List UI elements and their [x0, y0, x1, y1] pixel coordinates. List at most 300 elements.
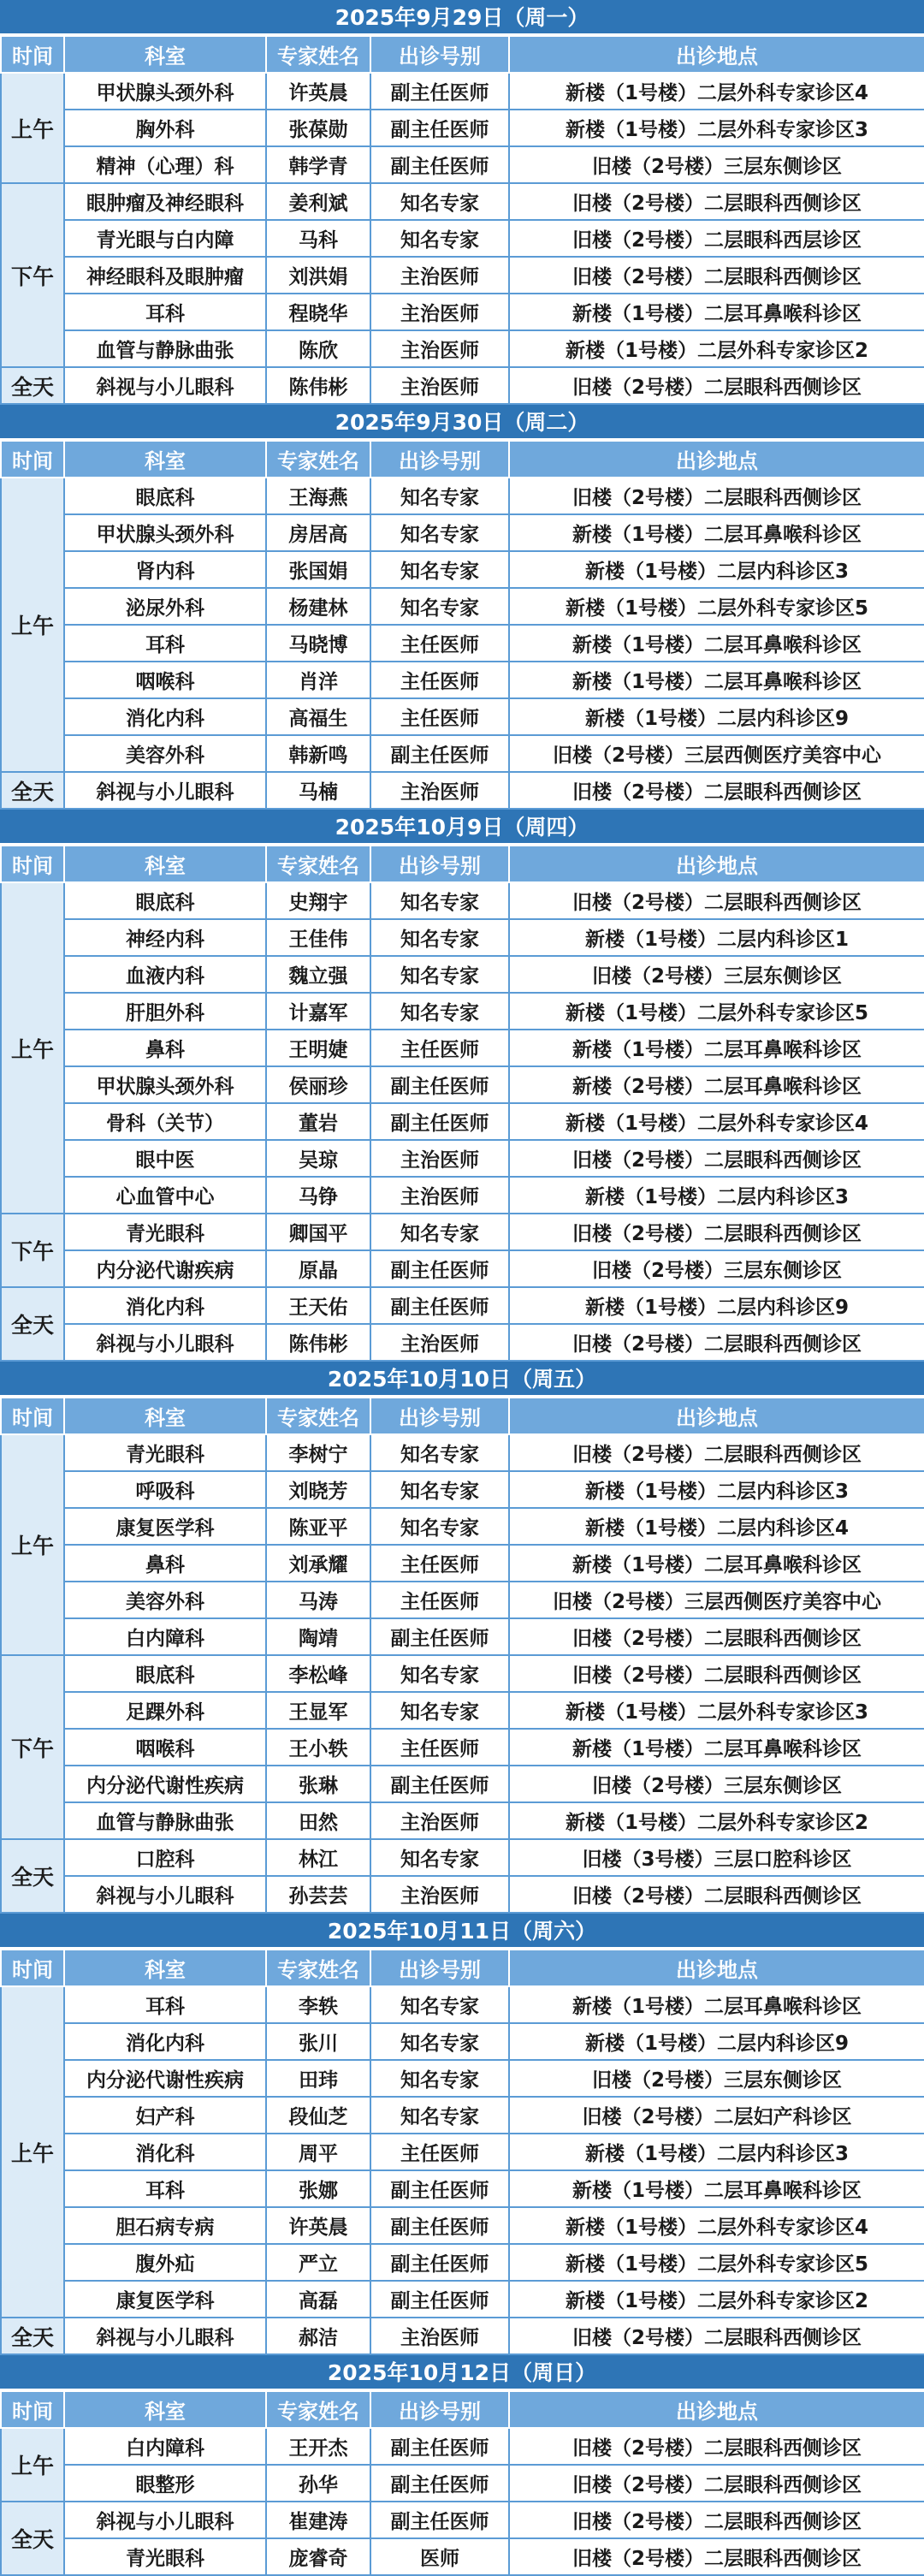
table-row: [1, 1250, 924, 1287]
doctor-name-cell: 董岩: [266, 1103, 370, 1140]
period-cell: 上午: [1, 1434, 64, 1655]
header-row: [1, 441, 924, 478]
doctor-grade-cell: 知名专家: [370, 514, 509, 551]
department-cell: 甲状腺头颈外科: [64, 514, 266, 551]
department-cell: 泌尿外科: [64, 588, 266, 625]
location-cell: 新楼（1号楼）二层内科诊区3: [509, 2134, 924, 2170]
department-cell: 消化内科: [64, 698, 266, 735]
department-cell: 斜视与小儿眼科: [64, 1324, 266, 1361]
doctor-grade-cell: 主治医师: [370, 1802, 509, 1839]
location-cell: 新楼（1号楼）二层耳鼻喉科诊区: [509, 514, 924, 551]
table-row: [1, 551, 924, 588]
doctor-grade-cell: 知名专家: [370, 956, 509, 993]
department-cell: 眼中医: [64, 1140, 266, 1177]
department-cell: 耳科: [64, 1986, 266, 2023]
period-cell: 上午: [1, 2428, 64, 2502]
header-grade: 出诊号别: [370, 2391, 509, 2428]
location-cell: 旧楼（2号楼）二层眼科西侧诊区: [509, 1876, 924, 1913]
table-row: [1, 1729, 924, 1766]
period-cell: 上午: [1, 882, 64, 1214]
table-row: [1, 1655, 924, 1692]
doctor-name-cell: 张娜: [266, 2170, 370, 2207]
doctor-grade-cell: 主任医师: [370, 1545, 509, 1582]
doctor-name-cell: 马楠: [266, 772, 370, 809]
doctor-grade-cell: 主任医师: [370, 662, 509, 698]
table-row: [1, 330, 924, 367]
doctor-name-cell: 田玮: [266, 2060, 370, 2097]
location-cell: 新楼（1号楼）二层耳鼻喉科诊区: [509, 662, 924, 698]
location-cell: 旧楼（2号楼）三层东侧诊区: [509, 1766, 924, 1802]
department-cell: 眼肿瘤及神经眼科: [64, 183, 266, 220]
doctor-grade-cell: 副主任医师: [370, 1618, 509, 1655]
table-row: [1, 2538, 924, 2575]
doctor-name-cell: 刘承耀: [266, 1545, 370, 1582]
header-doctor-name: 专家姓名: [266, 2391, 370, 2428]
location-cell: 新楼（1号楼）二层外科专家诊区4: [509, 2207, 924, 2244]
table-row: [1, 735, 924, 772]
header-time: 时间: [1, 846, 64, 882]
header-row: [1, 1398, 924, 1434]
location-cell: 新楼（1号楼）二层内科诊区9: [509, 698, 924, 735]
doctor-grade-cell: 知名专家: [370, 1508, 509, 1545]
department-cell: 斜视与小儿眼科: [64, 772, 266, 809]
table-row: [1, 1066, 924, 1103]
table-row: [1, 1766, 924, 1802]
period-cell: 上午: [1, 478, 64, 772]
table-row: [1, 2244, 924, 2281]
department-cell: 耳科: [64, 625, 266, 662]
department-cell: 足踝外科: [64, 1692, 266, 1729]
location-cell: 旧楼（2号楼）二层眼科西侧诊区: [509, 772, 924, 809]
doctor-name-cell: 魏立强: [266, 956, 370, 993]
location-cell: 旧楼（2号楼）二层眼科西侧诊区: [509, 1655, 924, 1692]
department-cell: 胆石病专病: [64, 2207, 266, 2244]
location-cell: 新楼（1号楼）二层耳鼻喉科诊区: [509, 1545, 924, 1582]
doctor-grade-cell: 主治医师: [370, 2318, 509, 2354]
location-cell: 旧楼（2号楼）二层眼科西侧诊区: [509, 1324, 924, 1361]
doctor-grade-cell: 副主任医师: [370, 1250, 509, 1287]
day-section: [0, 810, 924, 1362]
header-location: 出诊地点: [509, 36, 924, 73]
doctor-name-cell: 孙华: [266, 2465, 370, 2502]
table-row: [1, 220, 924, 257]
table-row: [1, 1802, 924, 1839]
doctor-grade-cell: 知名专家: [370, 220, 509, 257]
table-row: [1, 183, 924, 220]
doctor-grade-cell: 知名专家: [370, 882, 509, 919]
header-department: 科室: [64, 1398, 266, 1434]
location-cell: 旧楼（2号楼）三层东侧诊区: [509, 956, 924, 993]
doctor-name-cell: 杨建林: [266, 588, 370, 625]
doctor-grade-cell: 主治医师: [370, 1876, 509, 1913]
doctor-name-cell: 吴琼: [266, 1140, 370, 1177]
header-location: 出诊地点: [509, 2391, 924, 2428]
location-cell: 新楼（1号楼）二层耳鼻喉科诊区: [509, 294, 924, 330]
header-department: 科室: [64, 1950, 266, 1986]
table-row: [1, 257, 924, 294]
period-cell: 全天: [1, 1287, 64, 1361]
department-cell: 白内障科: [64, 2428, 266, 2465]
location-cell: 新楼（1号楼）二层耳鼻喉科诊区: [509, 625, 924, 662]
location-cell: 旧楼（2号楼）二层眼科西侧诊区: [509, 367, 924, 404]
header-doctor-name: 专家姓名: [266, 1398, 370, 1434]
doctor-grade-cell: 知名专家: [370, 588, 509, 625]
table-row: [1, 2097, 924, 2134]
schedule-table: [0, 1949, 924, 2355]
table-row: [1, 993, 924, 1030]
location-cell: 新楼（1号楼）二层内科诊区3: [509, 1177, 924, 1214]
department-cell: 甲状腺头颈外科: [64, 73, 266, 110]
doctor-grade-cell: 主任医师: [370, 1582, 509, 1618]
day-section: [0, 0, 924, 405]
doctor-grade-cell: 主治医师: [370, 1324, 509, 1361]
department-cell: 斜视与小儿眼科: [64, 2502, 266, 2538]
day-section: [0, 405, 924, 810]
department-cell: 康复医学科: [64, 2281, 266, 2318]
schedule-table: [0, 845, 924, 1362]
doctor-grade-cell: 知名专家: [370, 1839, 509, 1876]
department-cell: 呼吸科: [64, 1471, 266, 1508]
doctor-grade-cell: 知名专家: [370, 551, 509, 588]
period-cell: 全天: [1, 2502, 64, 2575]
location-cell: 新楼（1号楼）二层外科专家诊区5: [509, 2244, 924, 2281]
doctor-grade-cell: 知名专家: [370, 2097, 509, 2134]
location-cell: 旧楼（2号楼）二层眼科西侧诊区: [509, 1618, 924, 1655]
location-cell: 旧楼（2号楼）二层眼科西侧诊区: [509, 1434, 924, 1471]
table-row: [1, 1103, 924, 1140]
department-cell: 消化内科: [64, 2023, 266, 2060]
location-cell: 新楼（1号楼）二层耳鼻喉科诊区: [509, 2170, 924, 2207]
department-cell: 妇产科: [64, 2097, 266, 2134]
header-location: 出诊地点: [509, 441, 924, 478]
doctor-name-cell: 李松峰: [266, 1655, 370, 1692]
table-row: [1, 367, 924, 404]
table-row: [1, 2060, 924, 2097]
department-cell: 血管与静脉曲张: [64, 1802, 266, 1839]
table-row: [1, 772, 924, 809]
doctor-grade-cell: 主治医师: [370, 294, 509, 330]
department-cell: 咽喉科: [64, 1729, 266, 1766]
location-cell: 旧楼（2号楼）三层东侧诊区: [509, 1250, 924, 1287]
location-cell: 旧楼（2号楼）三层西侧医疗美容中心: [509, 735, 924, 772]
department-cell: 眼底科: [64, 478, 266, 514]
header-location: 出诊地点: [509, 1950, 924, 1986]
schedule-table: [0, 2390, 924, 2576]
table-row: [1, 73, 924, 110]
department-cell: 肝胆外科: [64, 993, 266, 1030]
header-time: 时间: [1, 441, 64, 478]
location-cell: 旧楼（2号楼）二层眼科西侧诊区: [509, 257, 924, 294]
department-cell: 青光眼科: [64, 1214, 266, 1250]
doctor-name-cell: 陶靖: [266, 1618, 370, 1655]
doctor-name-cell: 段仙芝: [266, 2097, 370, 2134]
table-row: [1, 919, 924, 956]
doctor-grade-cell: 知名专家: [370, 993, 509, 1030]
header-department: 科室: [64, 441, 266, 478]
location-cell: 旧楼（2号楼）二层妇产科诊区: [509, 2097, 924, 2134]
doctor-grade-cell: 副主任医师: [370, 1103, 509, 1140]
doctor-name-cell: 高福生: [266, 698, 370, 735]
location-cell: 旧楼（2号楼）三层东侧诊区: [509, 146, 924, 183]
table-row: [1, 2428, 924, 2465]
table-row: [1, 294, 924, 330]
location-cell: 旧楼（2号楼）二层眼科西侧诊区: [509, 2538, 924, 2575]
doctor-grade-cell: 副主任医师: [370, 2170, 509, 2207]
table-row: [1, 1986, 924, 2023]
doctor-name-cell: 韩新鸣: [266, 735, 370, 772]
department-cell: 神经内科: [64, 919, 266, 956]
location-cell: 新楼（1号楼）二层内科诊区3: [509, 551, 924, 588]
location-cell: 新楼（1号楼）二层外科专家诊区3: [509, 110, 924, 146]
doctor-name-cell: 陈亚平: [266, 1508, 370, 1545]
doctor-grade-cell: 副主任医师: [370, 1766, 509, 1802]
department-cell: 斜视与小儿眼科: [64, 1876, 266, 1913]
department-cell: 心血管中心: [64, 1177, 266, 1214]
department-cell: 内分泌代谢性疾病: [64, 2060, 266, 2097]
doctor-grade-cell: 副主任医师: [370, 73, 509, 110]
location-cell: 旧楼（2号楼）二层眼科西侧诊区: [509, 1140, 924, 1177]
table-row: [1, 1692, 924, 1729]
doctor-name-cell: 肖洋: [266, 662, 370, 698]
table-row: [1, 698, 924, 735]
doctor-name-cell: 庞睿奇: [266, 2538, 370, 2575]
header-grade: 出诊号别: [370, 1950, 509, 1986]
day-section: [0, 1914, 924, 2355]
doctor-name-cell: 陈欣: [266, 330, 370, 367]
location-cell: 新楼（1号楼）二层耳鼻喉科诊区: [509, 1729, 924, 1766]
doctor-grade-cell: 副主任医师: [370, 1287, 509, 1324]
doctor-name-cell: 原晶: [266, 1250, 370, 1287]
department-cell: 眼整形: [64, 2465, 266, 2502]
doctor-grade-cell: 知名专家: [370, 183, 509, 220]
doctor-name-cell: 张国娟: [266, 551, 370, 588]
table-row: [1, 2502, 924, 2538]
doctor-name-cell: 刘晓芳: [266, 1471, 370, 1508]
table-row: [1, 1177, 924, 1214]
doctor-grade-cell: 主治医师: [370, 1140, 509, 1177]
location-cell: 新楼（1号楼）二层内科诊区9: [509, 2023, 924, 2060]
department-cell: 内分泌代谢疾病: [64, 1250, 266, 1287]
table-row: [1, 1618, 924, 1655]
doctor-name-cell: 崔建涛: [266, 2502, 370, 2538]
doctor-name-cell: 王明婕: [266, 1030, 370, 1066]
doctor-name-cell: 韩学青: [266, 146, 370, 183]
location-cell: 旧楼（2号楼）二层眼科西侧诊区: [509, 2428, 924, 2465]
table-row: [1, 1140, 924, 1177]
table-row: [1, 1434, 924, 1471]
table-row: [1, 2170, 924, 2207]
day-title: 2025年9月29日（周一）: [0, 0, 924, 35]
period-cell: 全天: [1, 772, 64, 809]
department-cell: 鼻科: [64, 1030, 266, 1066]
department-cell: 腹外疝: [64, 2244, 266, 2281]
department-cell: 血液内科: [64, 956, 266, 993]
header-row: [1, 2391, 924, 2428]
doctor-grade-cell: 知名专家: [370, 1214, 509, 1250]
location-cell: 新楼（1号楼）二层耳鼻喉科诊区: [509, 1986, 924, 2023]
doctor-grade-cell: 副主任医师: [370, 2502, 509, 2538]
day-section: [0, 1362, 924, 1914]
doctor-name-cell: 李轶: [266, 1986, 370, 2023]
doctor-name-cell: 高磊: [266, 2281, 370, 2318]
table-row: [1, 1030, 924, 1066]
table-row: [1, 514, 924, 551]
doctor-grade-cell: 主治医师: [370, 1177, 509, 1214]
department-cell: 骨科（关节）: [64, 1103, 266, 1140]
department-cell: 内分泌代谢性疾病: [64, 1766, 266, 1802]
department-cell: 青光眼科: [64, 2538, 266, 2575]
doctor-grade-cell: 副主任医师: [370, 110, 509, 146]
header-location: 出诊地点: [509, 846, 924, 882]
doctor-name-cell: 程晓华: [266, 294, 370, 330]
schedule-table: [0, 35, 924, 405]
header-grade: 出诊号别: [370, 36, 509, 73]
doctor-grade-cell: 知名专家: [370, 478, 509, 514]
department-cell: 血管与静脉曲张: [64, 330, 266, 367]
table-row: [1, 2023, 924, 2060]
header-doctor-name: 专家姓名: [266, 1950, 370, 1986]
header-row: [1, 846, 924, 882]
doctor-grade-cell: 知名专家: [370, 1692, 509, 1729]
department-cell: 斜视与小儿眼科: [64, 367, 266, 404]
doctor-name-cell: 张琳: [266, 1766, 370, 1802]
header-grade: 出诊号别: [370, 846, 509, 882]
table-row: [1, 1214, 924, 1250]
doctor-name-cell: 孙芸芸: [266, 1876, 370, 1913]
period-cell: 全天: [1, 1839, 64, 1913]
doctor-grade-cell: 知名专家: [370, 1471, 509, 1508]
doctor-grade-cell: 副主任医师: [370, 2465, 509, 2502]
doctor-name-cell: 马铮: [266, 1177, 370, 1214]
table-row: [1, 1876, 924, 1913]
period-cell: 上午: [1, 73, 64, 183]
department-cell: 甲状腺头颈外科: [64, 1066, 266, 1103]
table-row: [1, 2134, 924, 2170]
location-cell: 新楼（1号楼）二层外科专家诊区5: [509, 993, 924, 1030]
day-title: 2025年10月10日（周五）: [0, 1362, 924, 1397]
department-cell: 消化科: [64, 2134, 266, 2170]
department-cell: 青光眼科: [64, 1434, 266, 1471]
doctor-name-cell: 房居高: [266, 514, 370, 551]
doctor-name-cell: 王佳伟: [266, 919, 370, 956]
location-cell: 新楼（1号楼）二层外科专家诊区3: [509, 1692, 924, 1729]
table-row: [1, 478, 924, 514]
department-cell: 鼻科: [64, 1545, 266, 1582]
doctor-grade-cell: 主任医师: [370, 698, 509, 735]
period-cell: 上午: [1, 1986, 64, 2318]
table-row: [1, 1508, 924, 1545]
header-department: 科室: [64, 2391, 266, 2428]
doctor-name-cell: 马科: [266, 220, 370, 257]
location-cell: 新楼（1号楼）二层内科诊区9: [509, 1287, 924, 1324]
location-cell: 新楼（1号楼）二层耳鼻喉科诊区: [509, 1030, 924, 1066]
doctor-grade-cell: 知名专家: [370, 919, 509, 956]
table-row: [1, 1839, 924, 1876]
department-cell: 白内障科: [64, 1618, 266, 1655]
doctor-grade-cell: 副主任医师: [370, 1066, 509, 1103]
header-department: 科室: [64, 846, 266, 882]
doctor-name-cell: 刘洪娟: [266, 257, 370, 294]
doctor-grade-cell: 知名专家: [370, 1986, 509, 2023]
doctor-name-cell: 姜利斌: [266, 183, 370, 220]
department-cell: 眼底科: [64, 1655, 266, 1692]
table-row: [1, 1545, 924, 1582]
table-row: [1, 2207, 924, 2244]
department-cell: 神经眼科及眼肿瘤: [64, 257, 266, 294]
doctor-grade-cell: 知名专家: [370, 1655, 509, 1692]
header-time: 时间: [1, 1950, 64, 1986]
doctor-name-cell: 王天佑: [266, 1287, 370, 1324]
doctor-grade-cell: 主治医师: [370, 367, 509, 404]
location-cell: 新楼（1号楼）二层外科专家诊区5: [509, 588, 924, 625]
location-cell: 旧楼（2号楼）二层眼科西层诊区: [509, 220, 924, 257]
day-section: [0, 2355, 924, 2576]
day-title: 2025年10月12日（周日）: [0, 2355, 924, 2390]
doctor-name-cell: 许英晨: [266, 2207, 370, 2244]
schedule-table: [0, 1397, 924, 1914]
table-row: [1, 1582, 924, 1618]
header-doctor-name: 专家姓名: [266, 441, 370, 478]
location-cell: 旧楼（2号楼）二层眼科西侧诊区: [509, 183, 924, 220]
department-cell: 美容外科: [64, 1582, 266, 1618]
header-time: 时间: [1, 1398, 64, 1434]
location-cell: 旧楼（2号楼）三层东侧诊区: [509, 2060, 924, 2097]
period-cell: 下午: [1, 1655, 64, 1839]
department-cell: 咽喉科: [64, 662, 266, 698]
doctor-name-cell: 卿国平: [266, 1214, 370, 1250]
department-cell: 精神（心理）科: [64, 146, 266, 183]
header-row: [1, 1950, 924, 1986]
doctor-name-cell: 王开杰: [266, 2428, 370, 2465]
doctor-grade-cell: 副主任医师: [370, 146, 509, 183]
header-row: [1, 36, 924, 73]
doctor-grade-cell: 医师: [370, 2538, 509, 2575]
day-title: 2025年9月30日（周二）: [0, 405, 924, 440]
table-row: [1, 625, 924, 662]
location-cell: 新楼（1号楼）二层外科专家诊区2: [509, 330, 924, 367]
department-cell: 耳科: [64, 2170, 266, 2207]
table-row: [1, 110, 924, 146]
doctor-name-cell: 史翔宇: [266, 882, 370, 919]
location-cell: 新楼（1号楼）二层内科诊区3: [509, 1471, 924, 1508]
location-cell: 旧楼（2号楼）二层眼科西侧诊区: [509, 2465, 924, 2502]
location-cell: 旧楼（2号楼）二层眼科西侧诊区: [509, 2502, 924, 2538]
period-cell: 全天: [1, 367, 64, 404]
doctor-grade-cell: 主任医师: [370, 625, 509, 662]
schedule-table: [0, 440, 924, 810]
doctor-grade-cell: 知名专家: [370, 1434, 509, 1471]
table-row: [1, 1324, 924, 1361]
department-cell: 口腔科: [64, 1839, 266, 1876]
doctor-name-cell: 王显军: [266, 1692, 370, 1729]
doctor-name-cell: 严立: [266, 2244, 370, 2281]
department-cell: 美容外科: [64, 735, 266, 772]
doctor-name-cell: 郝洁: [266, 2318, 370, 2354]
department-cell: 康复医学科: [64, 1508, 266, 1545]
department-cell: 眼底科: [64, 882, 266, 919]
doctor-name-cell: 陈伟彬: [266, 1324, 370, 1361]
header-doctor-name: 专家姓名: [266, 846, 370, 882]
department-cell: 胸外科: [64, 110, 266, 146]
location-cell: 旧楼（2号楼）二层眼科西侧诊区: [509, 882, 924, 919]
header-location: 出诊地点: [509, 1398, 924, 1434]
doctor-grade-cell: 主任医师: [370, 1729, 509, 1766]
location-cell: 新楼（1号楼）二层外科专家诊区2: [509, 1802, 924, 1839]
location-cell: 旧楼（2号楼）二层眼科西侧诊区: [509, 2318, 924, 2354]
location-cell: 旧楼（2号楼）二层眼科西侧诊区: [509, 478, 924, 514]
doctor-grade-cell: 副主任医师: [370, 2244, 509, 2281]
doctor-name-cell: 计嘉军: [266, 993, 370, 1030]
